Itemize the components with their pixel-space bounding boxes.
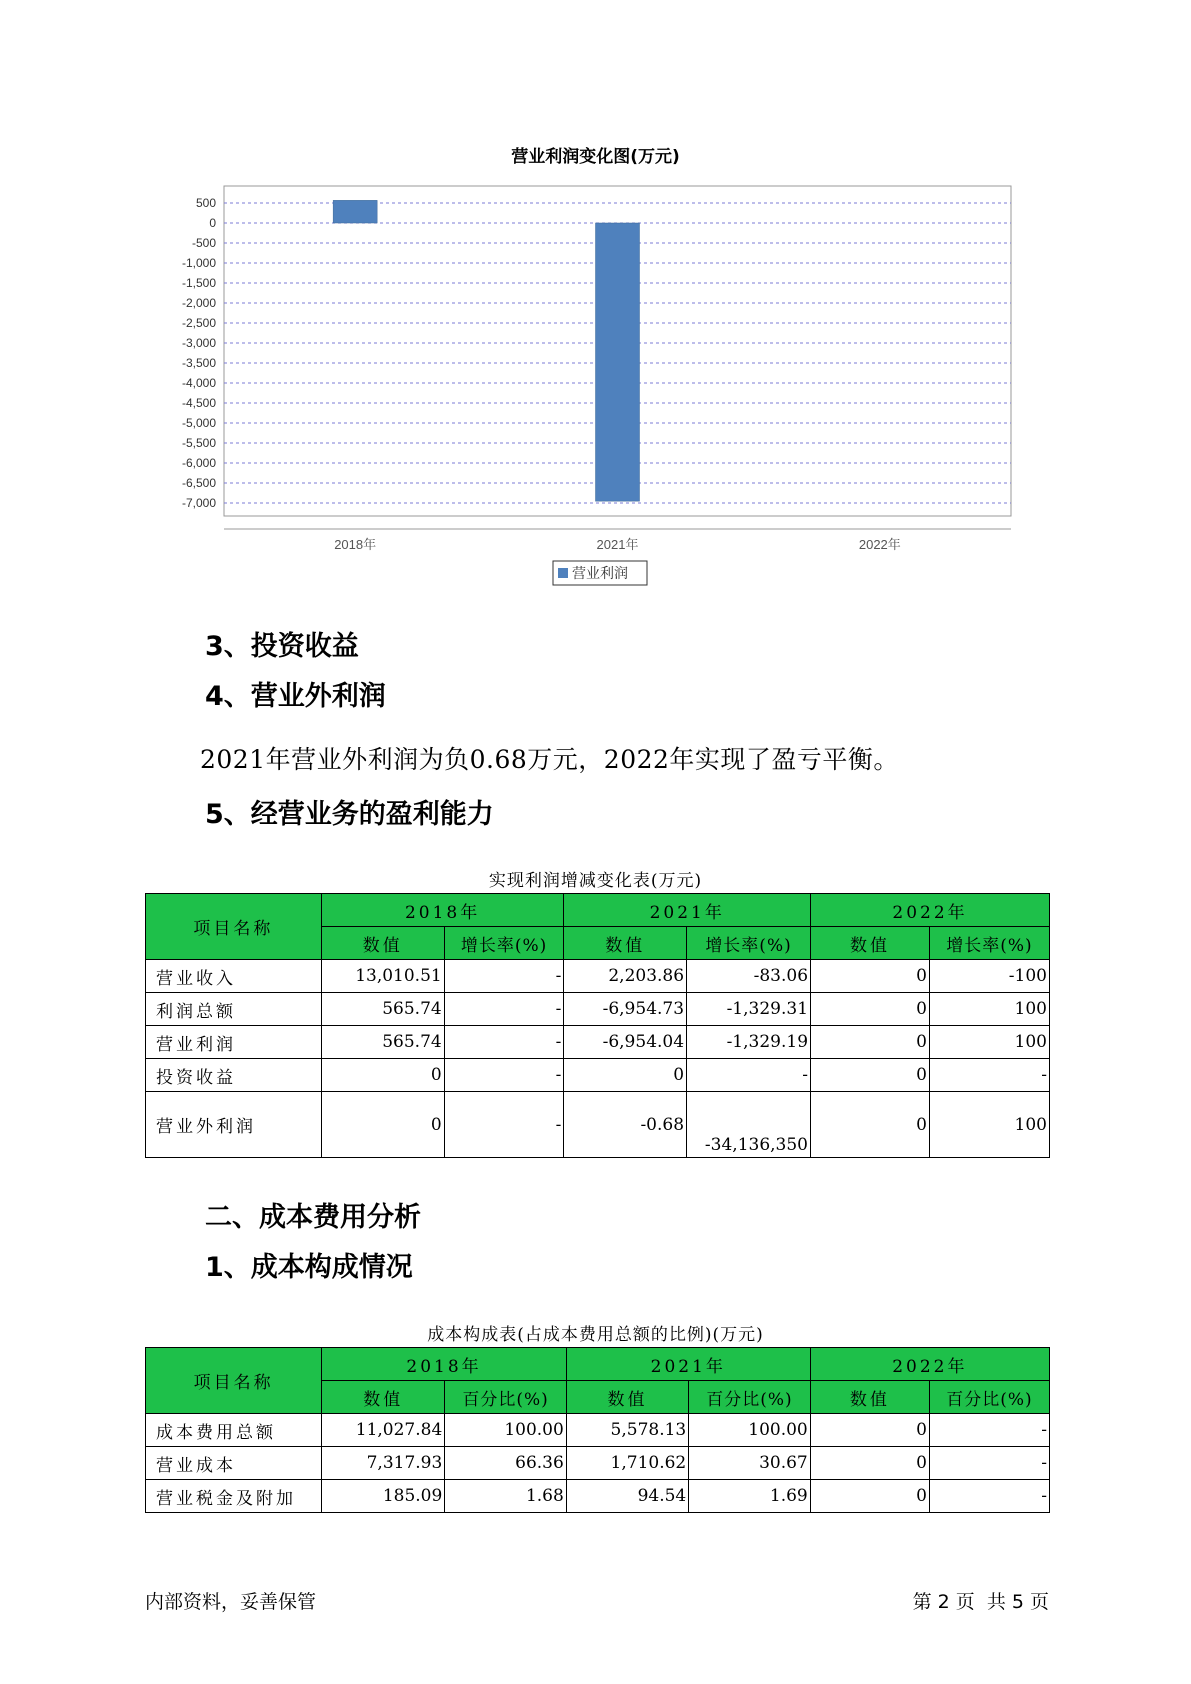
table-cell: 0: [811, 960, 930, 993]
sub-header-value: 数值: [566, 1381, 688, 1414]
table-row: [146, 1026, 1050, 1059]
sub-header-value: 数值: [811, 927, 930, 960]
y-tick-label: -3,000: [181, 336, 216, 350]
heading-cost-structure: 1、成本构成情况: [205, 1252, 413, 1283]
x-tick-labels: [334, 537, 901, 552]
row-label: 营业利润: [146, 1026, 322, 1059]
year-header: 2018年: [322, 1348, 567, 1381]
year-header: 2021年: [566, 1348, 810, 1381]
table-cell: 0: [810, 1480, 929, 1513]
heading-investment-income: 3、投资收益: [205, 631, 359, 662]
chart-title: 营业利润变化图(万元): [511, 147, 680, 167]
table-cell: 185.09: [322, 1480, 445, 1513]
y-tick-label: -1,000: [181, 256, 216, 270]
table-cell: -6,954.73: [564, 993, 687, 1026]
table-cell: 13,010.51: [321, 960, 444, 993]
sub-header-percent: 百分比(%): [929, 1381, 1049, 1414]
table-cell: 94.54: [566, 1480, 688, 1513]
table-cell: 100.00: [689, 1414, 811, 1447]
table-row: [146, 1092, 1050, 1158]
table-cell: 100: [929, 1092, 1049, 1158]
sub-header-rate: 增长率(%): [929, 927, 1049, 960]
table-cell: 0: [811, 1026, 930, 1059]
sub-header-percent: 百分比(%): [445, 1381, 567, 1414]
year-header: 2021年: [564, 894, 811, 927]
table-cell: 100: [929, 993, 1049, 1026]
row-label: 营业成本: [146, 1447, 322, 1480]
y-tick-labels: [182, 196, 216, 510]
row-label: 营业收入: [146, 960, 322, 993]
table2-caption: 成本构成表(占成本费用总额的比例)(万元): [427, 1325, 764, 1345]
table-cell: -34,136,350: [687, 1092, 811, 1158]
table-cell: 5,578.13: [566, 1414, 688, 1447]
table-cell: -: [929, 1059, 1049, 1092]
table-cell: 1,710.62: [566, 1447, 688, 1480]
legend-label: 营业利润: [572, 565, 628, 581]
sub-header-value: 数值: [564, 927, 687, 960]
table-cell: -83.06: [687, 960, 811, 993]
y-tick-label: -2,500: [181, 316, 216, 330]
y-tick-label: -6,500: [181, 476, 216, 490]
table-cell: -1,329.31: [687, 993, 811, 1026]
y-tick-label: -4,000: [181, 376, 216, 390]
table-cell: 66.36: [445, 1447, 567, 1480]
sub-header-value: 数值: [322, 1381, 445, 1414]
name-header: 项目名称: [146, 894, 322, 960]
table-row: [146, 960, 1050, 993]
table-cell: 0: [321, 1059, 444, 1092]
row-label: 投资收益: [146, 1059, 322, 1092]
sub-header-rate: 增长率(%): [444, 927, 564, 960]
table-cell: -1,329.19: [687, 1026, 811, 1059]
table-row: [146, 1480, 1050, 1513]
operating-profit-chart: [0, 0, 1191, 600]
bar: [596, 223, 640, 501]
table-cell: -: [687, 1059, 811, 1092]
table-cell: 0: [321, 1092, 444, 1158]
table-cell: 565.74: [321, 1026, 444, 1059]
sub-header-percent: 百分比(%): [689, 1381, 811, 1414]
y-tick-label: -5,500: [181, 436, 216, 450]
table-cell: -: [444, 1059, 564, 1092]
table-cell: 1.69: [689, 1480, 811, 1513]
table-cell: -100: [929, 960, 1049, 993]
name-header: 项目名称: [146, 1348, 322, 1414]
table-cell: -: [444, 993, 564, 1026]
table-cell: -0.68: [564, 1092, 687, 1158]
table-cell: 0: [811, 1059, 930, 1092]
x-tick-label: 2018年: [334, 537, 377, 552]
footer-confidential: 内部资料，妥善保管: [145, 1591, 317, 1613]
table-cell: 0: [811, 993, 930, 1026]
y-tick-label: 500: [195, 196, 216, 210]
table-cell: 100: [929, 1026, 1049, 1059]
y-tick-label: -2,000: [181, 296, 216, 310]
y-tick-label: -5,000: [181, 416, 216, 430]
table-row: [146, 1414, 1050, 1447]
heading-non-operating-profit: 4、营业外利润: [205, 681, 386, 712]
y-tick-label: -3,500: [181, 356, 216, 370]
y-tick-label: -6,000: [181, 456, 216, 470]
table-cell: 2,203.86: [564, 960, 687, 993]
year-header: 2018年: [321, 894, 564, 927]
table-cell: 0: [564, 1059, 687, 1092]
y-tick-label: -7,000: [181, 496, 216, 510]
profit-change-table: [145, 893, 1050, 1158]
table-cell: 0: [811, 1092, 930, 1158]
footer-page-number: 第 2 页 共 5 页: [912, 1591, 1049, 1613]
table-cell: -: [929, 1480, 1049, 1513]
table-row: [146, 1059, 1050, 1092]
sub-header-value: 数值: [321, 927, 444, 960]
x-tick-label: 2022年: [858, 537, 901, 552]
table-cell: 11,027.84: [322, 1414, 445, 1447]
table-cell: 565.74: [321, 993, 444, 1026]
table-cell: 30.67: [689, 1447, 811, 1480]
table-cell: -: [444, 1092, 564, 1158]
y-tick-label: -4,500: [181, 396, 216, 410]
row-label: 利润总额: [146, 993, 322, 1026]
row-label: 成本费用总额: [146, 1414, 322, 1447]
paragraph-non-operating: 2021年营业外利润为负0.68万元，2022年实现了盈亏平衡。: [200, 745, 899, 774]
table-row: [146, 993, 1050, 1026]
legend: [553, 561, 647, 585]
sub-header-rate: 增长率(%): [687, 927, 811, 960]
year-header: 2022年: [810, 1348, 1049, 1381]
table-cell: 0: [810, 1414, 929, 1447]
table-cell: -: [444, 960, 564, 993]
table-cell: 0: [810, 1447, 929, 1480]
sub-header-value: 数值: [810, 1381, 929, 1414]
table-row: [146, 1447, 1050, 1480]
cost-structure-table: [145, 1347, 1050, 1513]
table-cell: -6,954.04: [564, 1026, 687, 1059]
y-tick-label: 0: [209, 216, 216, 230]
y-tick-label: -1,500: [181, 276, 216, 290]
table-cell: -: [929, 1414, 1049, 1447]
heading-profitability: 5、经营业务的盈利能力: [205, 799, 494, 830]
table-cell: 7,317.93: [322, 1447, 445, 1480]
table1-caption: 实现利润增减变化表(万元): [488, 871, 703, 891]
row-label: 营业外利润: [146, 1092, 322, 1158]
legend-swatch: [558, 568, 568, 578]
table-cell: -: [929, 1447, 1049, 1480]
table-cell: -: [444, 1026, 564, 1059]
year-header: 2022年: [811, 894, 1050, 927]
table-cell: 100.00: [445, 1414, 567, 1447]
row-label: 营业税金及附加: [146, 1480, 322, 1513]
table-cell: 1.68: [445, 1480, 567, 1513]
heading-cost-analysis: 二、成本费用分析: [205, 1202, 421, 1233]
bar: [333, 200, 377, 223]
x-tick-label: 2021年: [596, 537, 639, 552]
y-tick-label: -500: [191, 236, 216, 250]
